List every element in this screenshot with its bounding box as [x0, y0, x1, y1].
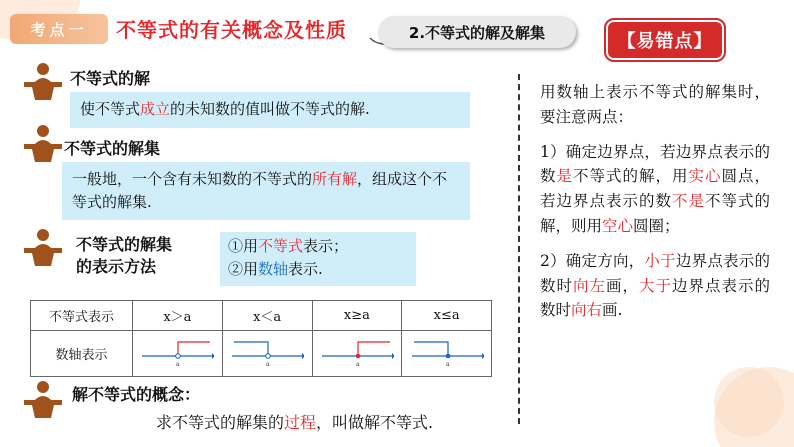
decoration-bottom-right-inner	[714, 367, 784, 437]
text: 表示.	[288, 260, 323, 279]
text: 一般地，一个含有未知数的不等式的	[72, 170, 313, 188]
text: 表示；	[303, 237, 349, 255]
emphasis: 成立	[140, 100, 171, 118]
emphasis: 实心	[688, 167, 722, 186]
emphasis: 向左	[573, 276, 606, 295]
text: 画，	[606, 276, 639, 295]
methods-box	[220, 232, 416, 286]
svg-text:a: a	[355, 360, 360, 368]
table-cell: x＜a	[222, 301, 312, 331]
text: 的未知数的值叫做不等式的解.	[170, 100, 370, 118]
svg-text:a: a	[445, 360, 450, 368]
speaker-podium-icon	[20, 62, 66, 102]
number-line-lt	[230, 336, 304, 368]
row-label: 数轴表示	[31, 331, 133, 377]
heading-line: 不等式的解集	[76, 235, 173, 254]
text: 边界点表示的数时	[540, 276, 770, 320]
text: 使不等式	[80, 100, 141, 118]
number-line-cell	[222, 331, 312, 377]
text: ，组成这个不等式的解集.	[72, 170, 448, 212]
definition-box-solution-set	[62, 162, 470, 220]
table-cell: x≤a	[402, 301, 492, 331]
emphasis: 过程	[284, 413, 317, 432]
heading-representation	[76, 234, 172, 277]
svg-text:a: a	[266, 360, 270, 368]
note-direction	[540, 249, 770, 323]
text: 圆点，若边界点表示的数	[540, 167, 770, 211]
representation-table	[30, 300, 492, 377]
speaker-podium-icon	[20, 380, 66, 420]
heading-solution-set: 不等式的解集	[64, 139, 161, 158]
note-intro: 用数轴上表示不等式的解集时，要注意两点：	[540, 83, 770, 126]
number-line-gt	[140, 336, 214, 368]
heading-line: 的表示方法	[76, 256, 157, 276]
emphasis: 空心	[602, 216, 634, 235]
heading-solution: 不等式的解	[70, 69, 151, 88]
table-cell: x＞a	[133, 301, 223, 331]
text: 边界点表示的数时	[540, 251, 770, 295]
emphasis: 所有解	[312, 170, 358, 188]
divider	[518, 74, 520, 424]
emphasis: 小于	[644, 251, 676, 270]
definition-solving	[156, 410, 433, 433]
text: 不等式的解，用	[573, 167, 689, 186]
text: 求不等式的解集的	[156, 413, 285, 432]
number-line-cell	[312, 331, 402, 377]
definition-box-solution	[70, 92, 470, 128]
section-subtitle: 2.不等式的解及解集	[378, 16, 576, 48]
speaker-podium-icon	[20, 124, 66, 164]
emphasis: 向右	[571, 301, 603, 320]
emphasis: 大于	[639, 276, 672, 295]
svg-text:a: a	[176, 360, 180, 368]
text: 不等式的解，则用	[540, 192, 770, 235]
emphasis: 是	[556, 167, 573, 186]
text: ，叫做解不等式.	[316, 413, 434, 432]
note-boundary	[540, 140, 770, 239]
notes-panel	[540, 80, 770, 333]
text: 画.	[602, 301, 623, 320]
number-line-ge	[320, 336, 394, 368]
emphasis: 数轴	[258, 260, 289, 279]
text: 2）确定方向，	[540, 251, 645, 270]
text: 圆圈；	[633, 216, 680, 235]
number-line-cell	[402, 331, 492, 377]
text: ①用	[228, 237, 259, 255]
method-inequality	[228, 235, 408, 258]
text: ②用	[228, 260, 259, 279]
row-label: 不等式表示	[31, 301, 133, 331]
error-prone-badge: 【易错点】	[606, 20, 724, 60]
emphasis: 不等式	[258, 237, 304, 255]
page-title: 不等式的有关概念及性质	[116, 18, 347, 42]
number-line-le	[410, 336, 484, 368]
speaker-podium-icon	[20, 228, 66, 268]
emphasis: 不是	[671, 192, 705, 211]
method-number-line	[228, 258, 408, 281]
table-cell: x≥a	[312, 301, 402, 331]
text: 1）确定边界点，若边界点表示的数	[540, 142, 770, 186]
heading-solving: 解不等式的概念：	[72, 385, 201, 404]
topic-tag: 考点一	[10, 14, 108, 44]
number-line-cell	[133, 331, 223, 377]
